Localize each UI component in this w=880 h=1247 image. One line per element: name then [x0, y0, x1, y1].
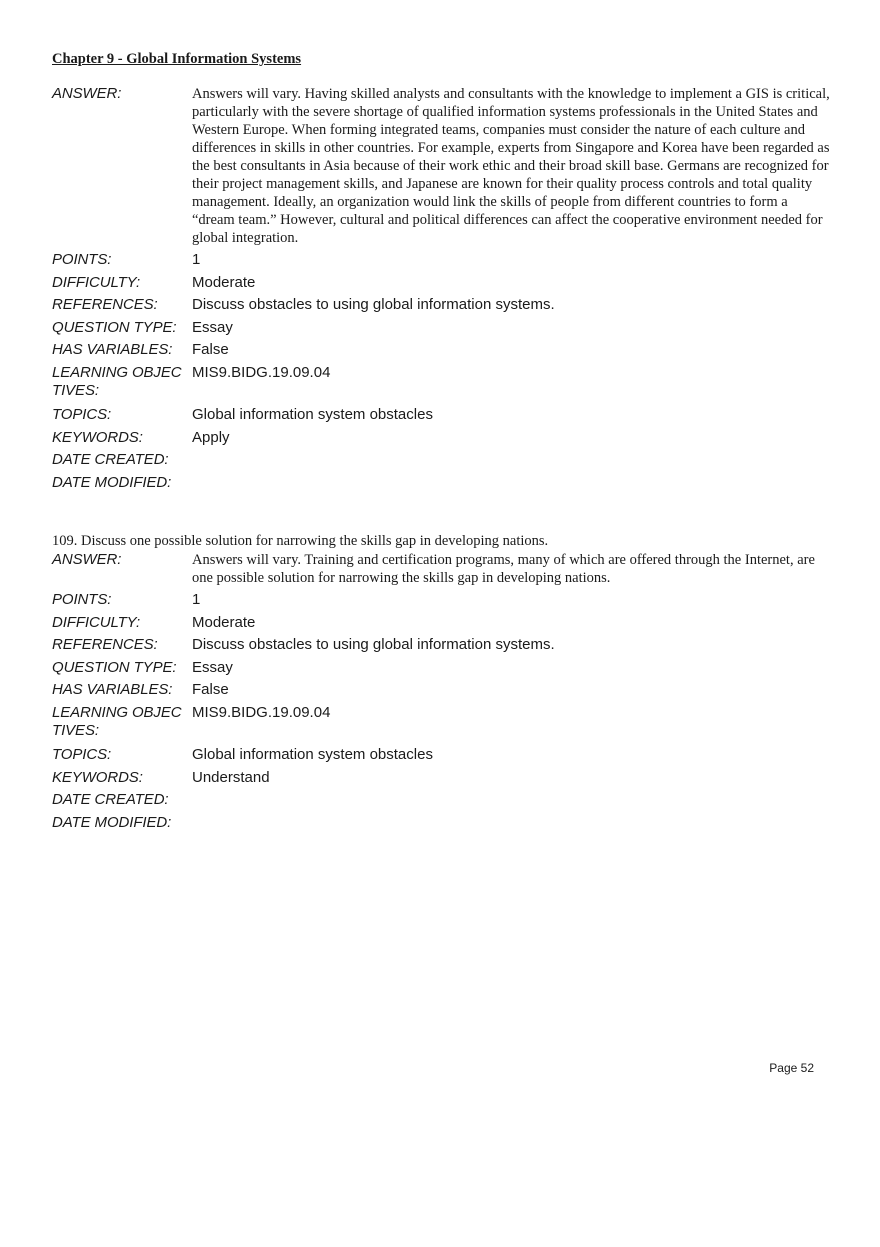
- field-value: [192, 472, 832, 474]
- field-value: 1: [192, 251, 201, 268]
- field-label: POINTS:: [52, 251, 112, 268]
- field-label: KEYWORDS:: [52, 768, 143, 786]
- question-block-1: [52, 85, 832, 494]
- field-value: [192, 789, 832, 791]
- field-row-topics: [52, 404, 832, 427]
- field-label: QUESTION TYPE:: [52, 318, 177, 336]
- field-label: KEYWORDS:: [52, 428, 143, 446]
- field-value: [192, 449, 832, 451]
- chapter-title: Chapter 9 - Global Information Systems: [52, 51, 302, 67]
- field-value: MIS9.BIDG.19.09.04: [192, 703, 331, 721]
- field-row-date-created: [52, 789, 832, 812]
- field-row-learning-objectives: [52, 702, 832, 744]
- field-label: DIFFICULTY:: [52, 273, 141, 291]
- field-value: Apply: [192, 428, 230, 446]
- field-value: [192, 812, 832, 814]
- field-row-topics: [52, 744, 832, 767]
- field-label: TOPICS:: [52, 405, 112, 423]
- field-value: Essay: [192, 318, 233, 336]
- field-row-has-variables: [52, 339, 832, 362]
- field-value: Discuss obstacles to using global information systems.: [192, 636, 555, 654]
- field-label: REFERENCES:: [52, 296, 158, 314]
- field-label: LEARNING OBJEC TIVES:: [52, 363, 182, 399]
- answer-text: Answers will vary. Training and certification programs, many of which are offered through the Internet, are one possible solution for narrowing the skills gap in developing nations.: [192, 552, 815, 586]
- field-value: Global information system obstacles: [192, 405, 433, 423]
- field-label: REFERENCES:: [52, 636, 158, 654]
- field-label: HAS VARIABLES:: [52, 341, 173, 359]
- field-value: Understand: [192, 768, 270, 786]
- field-value: Global information system obstacles: [192, 745, 433, 763]
- field-label: POINTS:: [52, 591, 112, 608]
- field-row-learning-objectives: [52, 362, 832, 404]
- field-label: DIFFICULTY:: [52, 613, 141, 631]
- field-row-points: [52, 589, 832, 612]
- answer-text: Answers will vary. Having skilled analysts and consultants with the knowledge to implement a GIS is critical, particularly with the severe shortage of qualified information systems professionals in the United States and Western Europe. When forming integrated teams, companies must consider the nature of each culture and differences in skills in other countries. For example, experts from Singapore and Korea have been regarded as the best consultants in Asia because of their work ethic and their broad skill base. Germans are recognized for their project management skills, and Japanese are known for their quality process controls and total quality management. Ideally, an organization would link the skills of people from different countries to form a “dream team.” However, cultural and political differences can affect the cooperative environment needed for global integration.: [192, 86, 830, 246]
- field-row-date-modified: [52, 812, 832, 835]
- answer-label: ANSWER:: [52, 551, 122, 568]
- field-row-has-variables: [52, 679, 832, 702]
- field-value: Moderate: [192, 613, 256, 631]
- field-row-question-type: [52, 657, 832, 680]
- field-label: QUESTION TYPE:: [52, 658, 177, 676]
- field-row-date-created: [52, 449, 832, 472]
- field-row-difficulty: [52, 612, 832, 635]
- field-label: LEARNING OBJEC TIVES:: [52, 703, 182, 739]
- field-label: TOPICS:: [52, 745, 112, 763]
- question-text: 109. Discuss one possible solution for narrowing the skills gap in developing nations.: [52, 533, 549, 549]
- field-value: False: [192, 341, 229, 359]
- field-row-difficulty: [52, 272, 832, 295]
- field-row-date-modified: [52, 472, 832, 495]
- answer-row: [52, 551, 832, 587]
- field-value: Moderate: [192, 273, 256, 291]
- answer-label: ANSWER:: [52, 85, 122, 102]
- field-label: DATE CREATED:: [52, 451, 169, 469]
- field-label: DATE CREATED:: [52, 791, 169, 809]
- answer-row: [52, 85, 832, 247]
- question-block-109: [52, 532, 832, 834]
- field-value: False: [192, 681, 229, 699]
- field-row-references: [52, 634, 832, 657]
- field-row-keywords: [52, 427, 832, 450]
- field-value: 1: [192, 591, 201, 608]
- field-row-keywords: [52, 767, 832, 790]
- field-row-question-type: [52, 317, 832, 340]
- page-number: Page 52: [769, 1061, 814, 1075]
- field-value: MIS9.BIDG.19.09.04: [192, 363, 331, 381]
- field-label: HAS VARIABLES:: [52, 681, 173, 699]
- field-value: Discuss obstacles to using global information systems.: [192, 296, 555, 314]
- field-label: DATE MODIFIED:: [52, 813, 172, 831]
- field-value: Essay: [192, 658, 233, 676]
- field-row-points: [52, 249, 832, 272]
- field-label: DATE MODIFIED:: [52, 473, 172, 491]
- field-row-references: [52, 294, 832, 317]
